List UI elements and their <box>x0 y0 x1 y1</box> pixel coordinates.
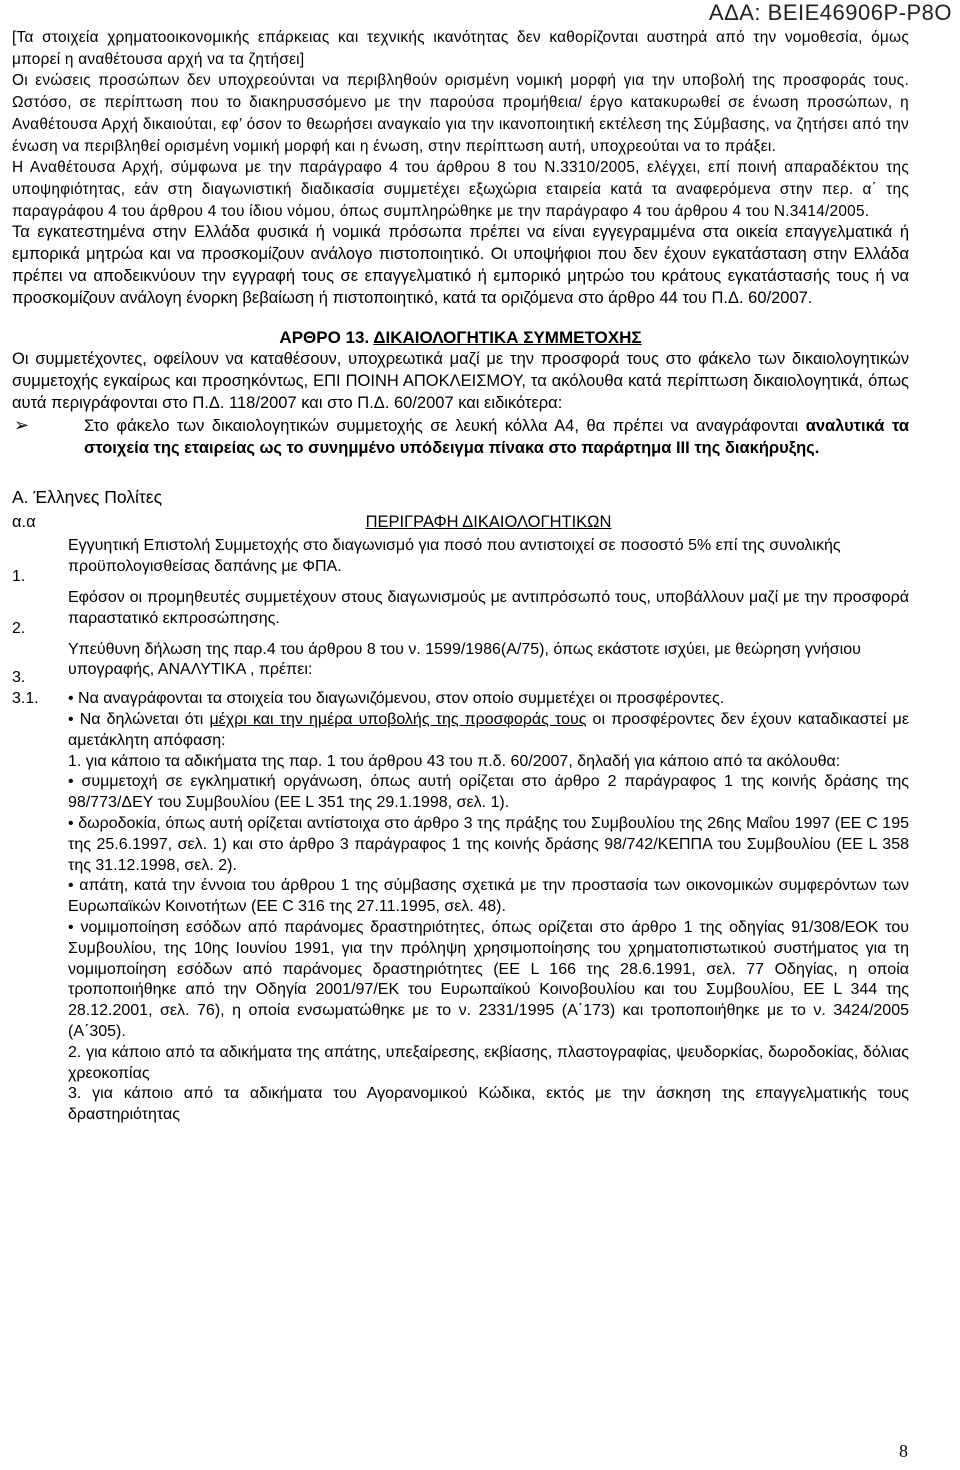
article-number: ΑΡΘΡΟ 13. <box>279 327 370 347</box>
declaration-bullet-2 <box>68 710 909 752</box>
row-number: 2. <box>12 619 26 637</box>
envelope-bullet <box>12 415 909 459</box>
document-body <box>12 27 909 1126</box>
offence-sub-bullet-1: • συμμετοχή σε εγκληματική οργάνωση, όπως αυτή ορίζεται στο άρθρο 2 παράγραφος 1 της κοινής δράσης της 98/773/ΔΕΥ του Συμβουλίου (ΕΕ L 351 της 29.1.1998, σελ. 1). <box>68 773 909 812</box>
row-description <box>68 689 909 1126</box>
table-row <box>12 588 909 640</box>
row-description: Εφόσον οι προμηθευτές συμμετέχουν στους διαγωνισμούς με αντιπρόσωπό τους, υποβάλλουν μαζί με την προσφορά παραστατικό εκπροσώπησης. <box>68 589 909 627</box>
article-intro: Οι συμμετέχοντες, οφείλουν να καταθέσουν, υποχρεωτικά μαζί με την προσφορά τους στο φάκελο των δικαιολογητικών συμμετοχής εγκαίρως και προσηκόντως, ΕΠΙ ΠΟΙΝΗ ΑΠΟΚΛΕΙΣΜΟΥ, τα ακόλουθα κατά περίπτωση δικαιολογητικά, όπως αυτά περιγράφονται στο Π.Δ. 118/2007 και στο Π.Δ. 60/2007 και ειδικότερα: <box>12 349 909 412</box>
consortium-paragraph: Οι ενώσεις προσώπων δεν υποχρεούνται να περιβληθούν ορισμένη νομική μορφή για την υποβολή της προσφοράς τους. Ωστόσο, σε περίπτωση που το διακηρυσσόμενο με την παρούσα προμήθεια/ έργο κατακυρωθεί σε ένωση προσώπων, η Αναθέτουσα Αρχή δικαιούται, εφ’ όσον το θεωρήσει αναγκαίο για την ικανοποιητική εκτέλεση της Σύμβασης, να ζητήσει από την ένωση να περιβληθεί ορισμένη νομική μορφή και η ένωση, στην περίπτωση αυτή, υποχρεούται να το πράξει. <box>12 72 909 155</box>
table-header-row <box>12 512 909 533</box>
declaration-bullet-2-underlined: μέχρι και την ημέρα υποβολής της προσφοράς τους <box>209 711 587 729</box>
offence-item-2: 2. για κάποιο από τα αδικήματα της απάτης, υπεξαίρεσης, εκβίασης, πλαστογραφίας, ψευδορκίας, δωροδοκίας, δόλιας χρεοκοπίας <box>68 1043 909 1082</box>
article-heading <box>12 327 909 349</box>
envelope-bullet-text <box>84 415 909 459</box>
declaration-bullet-2-post: οι προσφέροντες δεν έχουν καταδικαστεί με αμετάκλητη απόφαση: <box>68 711 910 749</box>
offence-item-3: 3. για κάποιο από τα αδικήματα του Αγορανομικού Κώδικα, εκτός με την άσκηση της επαγγελματικής τους δραστηριότητας <box>68 1085 909 1124</box>
row-description: Εγγυητική Επιστολή Συμμετοχής στο διαγωνισμό για ποσό που αντιστοιχεί σε ποσοστό 5% επί της συνολικής προϋπολογισθείσας δαπάνης με ΦΠΑ. <box>68 537 841 576</box>
document-id-header: ΑΔΑ: ΒΕΙΕ46906Ρ-Ρ8Ο <box>708 0 952 25</box>
offshore-paragraph: Η Αναθέτουσα Αρχή, σύμφωνα με την παράγραφο 4 του άρθρου 8 του Ν.3310/2005, ελέγχει, επί ποινή απαραδέκτου της υποψηφιότητας, εάν στη διαγωνιστική διαδικασία συμμετέχει εξωχώρια εταιρεία κατά τα αναφερόμενα στην περ. α΄ της παραγράφου 4 του άρθρου 4 του ίδιου νόμου, όπως συμπληρώθηκε με την παράγραφο 4 του άρθρου 4 του Ν.3414/2005. <box>12 159 909 220</box>
table-row <box>12 536 909 588</box>
column-header-number: α.α <box>12 512 36 531</box>
bullet-bold-text: αναλυτικά τα στοιχεία της εταιρείας ως το συνημμένο υπόδειγμα πίνακα στο παράρτημα ΙΙΙ της διακήρυξης. <box>84 416 909 457</box>
table-row <box>12 640 909 690</box>
row-number: 3.1. <box>12 690 39 708</box>
arrow-bullet-icon: ➢ <box>14 414 30 435</box>
article-title: ΔΙΚΑΙΟΛΟΓΗΤΙΚΑ ΣΥΜΜΕΤΟΧΗΣ <box>373 327 642 347</box>
offence-sub-bullet-4: • νομιμοποίηση εσόδων από παράνομες δραστηριότητες, όπως ορίζεται στο άρθρο 1 της οδηγίας 91/308/ΕΟΚ του Συμβουλίου, της 10ης Ιουνίου 1991, για την πρόληψη χρησιμοποίησης του χρηματοπιστωτικού συστήματος για τη νομιμοποίηση εσόδων από παράνομες δραστηριότητες (ΕΕ L 166 της 28.6.1991, σελ. 77 Οδηγίας, η οποία τροποποιήθηκε από την Οδηγία 2001/97/ΕΚ του Ευρωπαϊκού Κοινοβουλίου και του Συμβουλίου, ΕΕ L 344 της 28.12.2001, σελ. 76), η οποία ενσωματώθηκε με το ν. 2331/1995 (Α΄173) και τροποποιήθηκε με το ν. 3424/2005 (Α΄305). <box>68 919 909 1040</box>
row-number: 1. <box>12 568 26 586</box>
declaration-bullet-1: • Να αναγράφονται τα στοιχεία του διαγωνιζόμενου, στον οποίο συμμετέχει οι προσφέροντες. <box>68 690 725 708</box>
declaration-bullet-2-pre: • Να δηλώνεται ότι <box>68 711 210 729</box>
documents-table <box>12 512 909 1126</box>
table-row <box>12 689 909 1126</box>
section-heading: Α. Έλληνες Πολίτες <box>12 486 163 507</box>
offence-sub-bullet-2: • δωροδοκία, όπως αυτή ορίζεται αντίστοιχα στο άρθρο 3 της πράξης του Συμβουλίου της 26ης Μαΐου 1997 (ΕΕ C 195 της 25.6.1997, σελ. 1) και στο άρθρο 3 παράγραφος 1 της κοινής δράσης 98/742/ΚΕΠΠΑ του Συμβουλίου (ΕΕ L 358 της 31.12.1998, σελ. 2). <box>68 815 909 874</box>
registration-paragraph: Τα εγκατεστημένα στην Ελλάδα φυσικά ή νομικά πρόσωπα πρέπει να είναι εγγεγραμμένα στα οικεία επαγγελματικά ή εμπορικά μητρώα και να προσκομίζουν ανάλογο πιστοποιητικό. Οι υποψήφιοι που δεν έχουν εγκατάσταση στην Ελλάδα πρέπει να αποδεικνύουν την εγγραφή τους σε επαγγελματικό ή εμπορικό μητρώο του κράτους εγκατάστασής τους ή να προσκομίζουν ανάλογη ένορκη βεβαίωση ή πιστοποιητικό, κατά τα οριζόμενα στο άρθρο 44 του Π.Δ. 60/2007. <box>12 223 909 308</box>
page-number: 8 <box>899 1441 908 1461</box>
row-description: Υπεύθυνη δήλωση της παρ.4 του άρθρου 8 του ν. 1599/1986(Α/75), όπως εκάστοτε ισχύει, με θεώρηση γνήσιου υπογραφής, ΑΝΑΛΥΤΙΚΑ , πρέπει: <box>68 640 861 679</box>
column-header-description: ΠΕΡΙΓΡΑΦΗ ΔΙΚΑΙΟΛΟΓΗΤΙΚΩΝ <box>365 512 612 531</box>
offence-item-1: 1. για κάποιο τα αδικήματα της παρ. 1 του άρθρου 43 του π.δ. 60/2007, δηλαδή για κάποιο από τα ακόλουθα: <box>68 752 841 770</box>
row-number: 3. <box>12 669 26 687</box>
intro-note: [Τα στοιχεία χρηματοοικονομικής επάρκειας και τεχνικής ικανότητας δεν καθορίζονται αυστηρά από την νομοθεσία, όμως μπορεί η αναθέτουσα αρχή να τα ζητήσει] <box>12 29 909 68</box>
offence-sub-bullet-3: • απάτη, κατά την έννοια του άρθρου 1 της σύμβασης σχετικά με την προστασία των οικονομικών συμφερόντων των Ευρωπαϊκών Κοινοτήτων (ΕΕ C 316 της 27.11.1995, σελ. 48). <box>68 877 909 916</box>
bullet-plain-text: Στο φάκελο των δικαιολογητικών συμμετοχής σε λευκή κόλλα Α4, θα πρέπει να αναγράφονται <box>84 416 799 435</box>
